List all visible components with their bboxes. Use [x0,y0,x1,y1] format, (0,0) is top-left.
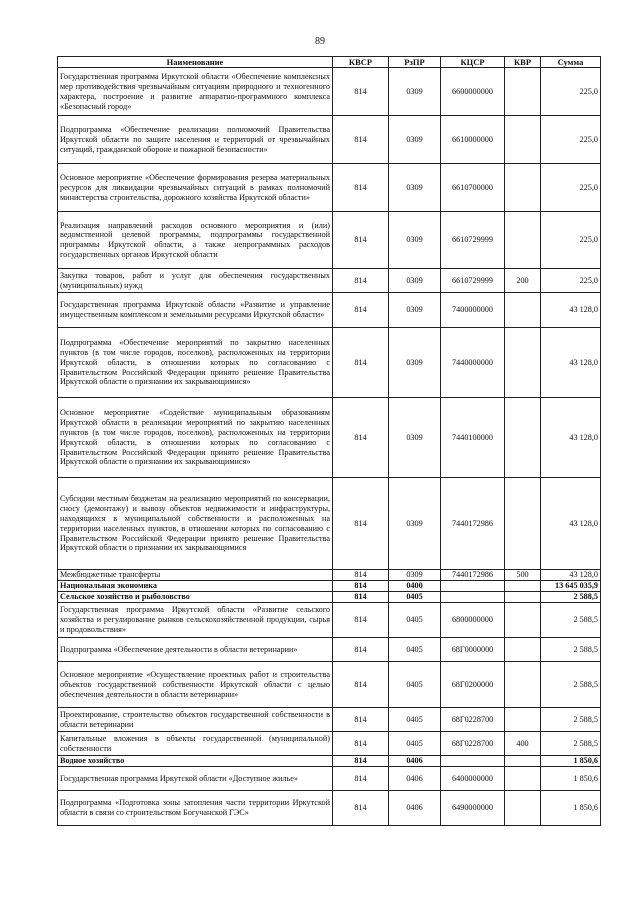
table-header-row [58,57,601,68]
cell-kvsr: 814 [333,212,389,269]
cell-sum: 2 588,5 [541,732,601,756]
cell-kcsr: 6610729999 [441,212,505,269]
table-row [58,638,601,662]
cell-kvsr: 814 [333,328,389,398]
table-body [58,68,601,826]
cell-rzpr: 0405 [389,708,441,732]
cell-name: Подпрограмма «Обеспечение деятельности в области ветеринарии» [58,638,333,662]
cell-rzpr: 0405 [389,592,441,603]
cell-sum: 43 128,0 [541,478,601,570]
cell-kvr [505,164,541,212]
cell-kcsr: 68Г0228700 [441,732,505,756]
cell-rzpr: 0400 [389,581,441,592]
cell-kvsr: 814 [333,293,389,328]
cell-kcsr: 68Г0228700 [441,708,505,732]
cell-kvsr: 814 [333,581,389,592]
cell-rzpr: 0309 [389,164,441,212]
cell-kvr: 500 [505,570,541,581]
cell-kvr [505,328,541,398]
cell-kvsr: 814 [333,603,389,638]
cell-sum: 43 128,0 [541,293,601,328]
cell-name: Водное хозяйство [58,756,333,767]
cell-name: Государственная программа Иркутской области «Обеспечение комплексных мер противодействия чрезвычайным ситуациям природного и техногенного характера, построение и развитие аппаратно-программного комплекса «Безопасный город» [58,68,333,116]
cell-name: Основное мероприятие «Содействие муниципальным образованиям Иркутской области в реализации мероприятий по закрытию населенных пунктов (в том числе городов, поселков), расположенных на территории Иркутской области, в отношении которых по согласованию с Правительством Российской Федерации принято решение Правительства Иркутской области о признании их закрывающимися» [58,398,333,478]
cell-kvsr: 814 [333,638,389,662]
cell-kcsr: 6610729999 [441,269,505,293]
cell-kcsr: 7400000000 [441,293,505,328]
table-row [58,398,601,478]
cell-kvr [505,767,541,791]
cell-name: Реализация направлений расходов основного мероприятия и (или) ведомственной целевой программы, подпрограммы государственной программы Иркутской области, а также непрограммных расходов государственных органов Иркутской области [58,212,333,269]
cell-rzpr: 0309 [389,570,441,581]
header-kvr: КВР [505,57,541,68]
cell-rzpr: 0309 [389,68,441,116]
cell-sum: 2 588,5 [541,638,601,662]
cell-kcsr [441,592,505,603]
cell-name: Подпрограмма «Обеспечение мероприятий по закрытию населенных пунктов (в том числе городов, поселков), расположенных на территории Иркутской области, в отношении которых по согласованию с Правительством Российской Федерации принято решение Правительства Иркутской области о признании их закрывающимися» [58,328,333,398]
cell-kvsr: 814 [333,732,389,756]
table-row [58,478,601,570]
table-row [58,603,601,638]
cell-name: Проектирование, строительство объектов государственной собственности в области ветеринарии [58,708,333,732]
cell-name: Субсидии местным бюджетам на реализацию мероприятий по консервации, сносу (демонтажу) и вывозу объектов недвижимости и инфраструктуры, находящихся в муниципальной собственности и расположенных на территории населенных пунктов, в отношении которых по согласованию с Правительством Российской Федерации принято решение Правительства Иркутской области о признании их закрывающимися [58,478,333,570]
cell-kcsr: 68Г0000000 [441,638,505,662]
header-sum: Сумма [541,57,601,68]
cell-kcsr: 6610000000 [441,116,505,164]
cell-kcsr: 68Г0200000 [441,662,505,708]
cell-sum: 13 645 035,9 [541,581,601,592]
cell-name: Основное мероприятие «Обеспечение формирования резерва материальных ресурсов для ликвидации чрезвычайных ситуаций в рамках полномочий министерства строительства, дорожного хозяйства Иркутской области» [58,164,333,212]
cell-sum: 2 588,5 [541,662,601,708]
section-row [58,592,601,603]
section-row [58,581,601,592]
cell-kvr [505,603,541,638]
cell-kvsr: 814 [333,791,389,826]
table-row [58,68,601,116]
cell-kvsr: 814 [333,68,389,116]
cell-kcsr [441,581,505,592]
table-row [58,791,601,826]
cell-sum: 2 588,5 [541,708,601,732]
budget-table [57,56,601,826]
cell-kvsr: 814 [333,592,389,603]
table-row [58,708,601,732]
cell-rzpr: 0309 [389,293,441,328]
cell-name: Государственная программа Иркутской области «Доступное жилье» [58,767,333,791]
cell-kcsr: 6400000000 [441,767,505,791]
cell-kcsr: 7440172986 [441,570,505,581]
cell-name: Государственная программа Иркутской области «Развитие и управление имущественным комплексом и земельными ресурсами Иркутской области» [58,293,333,328]
cell-kcsr: 6610700000 [441,164,505,212]
table-row [58,328,601,398]
cell-sum: 43 128,0 [541,398,601,478]
header-kvsr: КВСР [333,57,389,68]
cell-kvsr: 814 [333,570,389,581]
cell-kvsr: 814 [333,478,389,570]
cell-sum: 2 588,5 [541,592,601,603]
cell-name: Межбюджетные трансферты [58,570,333,581]
cell-rzpr: 0309 [389,398,441,478]
cell-kvr [505,212,541,269]
header-rzpr: РзПР [389,57,441,68]
cell-kvr [505,398,541,478]
table-row [58,767,601,791]
cell-kvsr: 814 [333,269,389,293]
cell-rzpr: 0309 [389,269,441,293]
header-kcsr: КЦСР [441,57,505,68]
cell-name: Закупка товаров, работ и услуг для обеспечения государственных (муниципальных) нужд [58,269,333,293]
cell-name: Сельское хозяйство и рыболовство [58,592,333,603]
cell-name: Подпрограмма «Обеспечение реализации полномочий Правительства Иркутской области по защите населения и территорий от чрезвычайных ситуаций, гражданской обороне и пожарной безопасности» [58,116,333,164]
table-row [58,732,601,756]
page-number: 89 [315,36,325,47]
cell-sum: 1 850,6 [541,791,601,826]
table-row [58,570,601,581]
cell-sum: 2 588,5 [541,603,601,638]
cell-kvr [505,116,541,164]
cell-rzpr: 0309 [389,212,441,269]
cell-name: Капитальные вложения в объекты государственной (муниципальной) собственности [58,732,333,756]
cell-kvsr: 814 [333,756,389,767]
cell-kcsr [441,756,505,767]
cell-sum: 225,0 [541,269,601,293]
cell-kcsr: 6600000000 [441,68,505,116]
cell-sum: 43 128,0 [541,570,601,581]
table-row [58,212,601,269]
cell-rzpr: 0405 [389,732,441,756]
cell-kcsr: 7440172986 [441,478,505,570]
cell-kvsr: 814 [333,662,389,708]
cell-name: Национальная экономика [58,581,333,592]
cell-name: Подпрограмма «Подготовка зоны затопления части территории Иркутской области в связи со строительством Богучанской ГЭС» [58,791,333,826]
cell-name: Государственная программа Иркутской области «Развитие сельского хозяйства и регулирование рынков сельскохозяйственной продукции, сырья и продовольствия» [58,603,333,638]
cell-rzpr: 0309 [389,328,441,398]
cell-kvr [505,592,541,603]
cell-rzpr: 0405 [389,638,441,662]
cell-kvr [505,293,541,328]
cell-sum: 1 850,6 [541,756,601,767]
cell-sum: 225,0 [541,212,601,269]
cell-name: Основное мероприятие «Осуществление проектных работ и строительства объектов государственной собственности Иркутской области с целью обеспечения деятельности в области ветеринарии» [58,662,333,708]
table-row [58,164,601,212]
cell-sum: 225,0 [541,116,601,164]
cell-rzpr: 0406 [389,791,441,826]
cell-rzpr: 0309 [389,478,441,570]
cell-sum: 1 850,6 [541,767,601,791]
table-row [58,662,601,708]
cell-kcsr: 6800000000 [441,603,505,638]
cell-rzpr: 0406 [389,767,441,791]
cell-kvr [505,478,541,570]
table-row [58,293,601,328]
cell-kvr [505,662,541,708]
header-name: Наименование [58,57,333,68]
cell-kvsr: 814 [333,767,389,791]
cell-rzpr: 0405 [389,603,441,638]
cell-rzpr: 0405 [389,662,441,708]
cell-kvr [505,581,541,592]
table-row [58,116,601,164]
table-row [58,269,601,293]
cell-kvsr: 814 [333,708,389,732]
cell-kvr: 200 [505,269,541,293]
section-row [58,756,601,767]
cell-kvsr: 814 [333,398,389,478]
cell-sum: 225,0 [541,164,601,212]
cell-kvr [505,791,541,826]
cell-kvr [505,68,541,116]
cell-kvsr: 814 [333,164,389,212]
cell-kvr [505,638,541,662]
cell-kvsr: 814 [333,116,389,164]
cell-sum: 43 128,0 [541,328,601,398]
cell-rzpr: 0406 [389,756,441,767]
cell-kvr [505,756,541,767]
cell-kvr: 400 [505,732,541,756]
cell-rzpr: 0309 [389,116,441,164]
cell-kvr [505,708,541,732]
cell-kcsr: 7440100000 [441,398,505,478]
cell-sum: 225,0 [541,68,601,116]
cell-kcsr: 7440000000 [441,328,505,398]
cell-kcsr: 6490000000 [441,791,505,826]
